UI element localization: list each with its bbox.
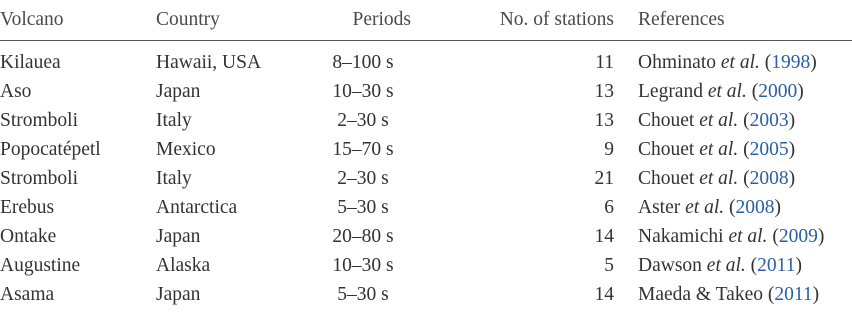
reference-paren-open: ( xyxy=(746,81,759,102)
cell-stations: 21 xyxy=(594,168,614,189)
cell-stations: 13 xyxy=(594,81,614,102)
cell-country: Japan xyxy=(156,284,201,305)
cell-country: Japan xyxy=(156,81,201,102)
reference-author: Chouet xyxy=(638,168,695,189)
cell-periods xyxy=(311,135,411,164)
reference-etal: et al. xyxy=(680,197,725,218)
cell-periods xyxy=(311,193,411,222)
header-references: References xyxy=(614,0,852,41)
reference-year-link[interactable]: 2005 xyxy=(749,139,789,160)
cell-volcano: Ontake xyxy=(0,226,57,247)
reference-etal: et al. xyxy=(723,226,768,247)
header-stations: No. of stations xyxy=(411,0,614,41)
cell-country: Italy xyxy=(156,110,192,131)
cell-stations: 14 xyxy=(594,284,614,305)
cell-stations: 5 xyxy=(604,255,614,276)
reference-paren-close: ) xyxy=(810,52,817,73)
reference-paren-open: ( xyxy=(767,226,779,247)
table-row xyxy=(0,77,852,106)
periods-value: 5–30 s xyxy=(337,197,389,218)
reference-year-link[interactable]: 2009 xyxy=(778,226,818,247)
cell-volcano: Stromboli xyxy=(0,110,79,131)
reference-year-link[interactable]: 2011 xyxy=(757,255,796,276)
cell-volcano: Asama xyxy=(0,284,55,305)
reference-year-link[interactable]: 2008 xyxy=(749,168,789,189)
cell-volcano: Popocatépetl xyxy=(0,139,101,160)
cell-reference xyxy=(614,193,852,222)
cell-reference xyxy=(614,222,852,251)
reference-etal: et al. xyxy=(701,255,746,276)
cell-periods xyxy=(311,106,411,135)
reference-year-link[interactable]: 2008 xyxy=(735,197,775,218)
cell-volcano: Stromboli xyxy=(0,168,79,189)
cell-country: Japan xyxy=(156,226,201,247)
table-row xyxy=(0,222,852,251)
periods-value: 2–30 s xyxy=(337,110,389,131)
table-row xyxy=(0,193,852,222)
reference-author: Dawson xyxy=(638,255,702,276)
cell-volcano: Augustine xyxy=(0,255,81,276)
reference-paren-open: ( xyxy=(738,110,750,131)
periods-value: 2–30 s xyxy=(337,168,389,189)
reference-author: Aster xyxy=(638,197,681,218)
reference-paren-open: ( xyxy=(738,168,750,189)
reference-paren-close: ) xyxy=(788,168,796,189)
header-volcano: Volcano xyxy=(0,0,156,41)
reference-author: Maeda & Takeo xyxy=(638,284,763,305)
table-row xyxy=(0,106,852,135)
cell-stations: 6 xyxy=(604,197,614,218)
reference-paren-close: ) xyxy=(817,226,825,247)
table-row xyxy=(0,135,852,164)
header-country: Country xyxy=(156,0,311,41)
cell-stations: 13 xyxy=(594,110,614,131)
header-row xyxy=(0,0,852,41)
periods-value: 10–30 s xyxy=(332,255,394,276)
reference-paren-close: ) xyxy=(812,284,820,305)
reference-etal: et al. xyxy=(716,52,760,73)
reference-paren-close: ) xyxy=(795,255,802,276)
cell-reference xyxy=(614,77,852,106)
reference-etal: et al. xyxy=(694,139,739,160)
header-periods: Periods xyxy=(311,0,411,41)
cell-country: Alaska xyxy=(156,255,211,276)
table-row xyxy=(0,164,852,193)
cell-reference xyxy=(614,41,852,78)
reference-paren-close: ) xyxy=(788,139,796,160)
cell-reference xyxy=(614,135,852,164)
reference-author: Ohminato xyxy=(638,52,716,73)
reference-paren-open: ( xyxy=(738,139,750,160)
reference-paren-open: ( xyxy=(745,255,758,276)
cell-volcano: Kilauea xyxy=(0,52,61,73)
reference-year-link[interactable]: 2000 xyxy=(758,81,798,102)
reference-paren-open: ( xyxy=(724,197,736,218)
reference-etal: et al. xyxy=(694,168,739,189)
cell-reference xyxy=(614,251,852,280)
periods-value: 20–80 s xyxy=(332,226,394,247)
reference-author: Nakamichi xyxy=(638,226,724,247)
table-row xyxy=(0,280,852,309)
reference-author: Chouet xyxy=(638,139,695,160)
reference-paren-close: ) xyxy=(788,110,796,131)
cell-periods xyxy=(311,280,411,309)
reference-year-link[interactable]: 1998 xyxy=(771,52,811,73)
reference-paren-close: ) xyxy=(797,81,804,102)
periods-value: 8–100 s xyxy=(332,52,394,73)
reference-paren-open: ( xyxy=(759,52,772,73)
cell-country: Hawaii, USA xyxy=(156,52,262,73)
reference-year-link[interactable]: 2011 xyxy=(774,284,813,305)
cell-reference xyxy=(614,106,852,135)
cell-reference xyxy=(614,164,852,193)
cell-stations: 14 xyxy=(594,226,614,247)
cell-stations: 9 xyxy=(604,139,614,160)
cell-country: Mexico xyxy=(156,139,216,160)
periods-value: 15–70 s xyxy=(332,139,394,160)
cell-periods xyxy=(311,222,411,251)
cell-reference xyxy=(614,280,852,309)
reference-etal: et al. xyxy=(702,81,747,102)
table-header xyxy=(0,0,852,41)
periods-value: 5–30 s xyxy=(337,284,389,305)
reference-paren-close: ) xyxy=(774,197,781,218)
cell-country: Antarctica xyxy=(156,197,238,218)
reference-author: Chouet xyxy=(638,110,695,131)
reference-year-link[interactable]: 2003 xyxy=(749,110,789,131)
cell-periods xyxy=(311,41,411,78)
table-row xyxy=(0,251,852,280)
table-row xyxy=(0,41,852,78)
cell-periods xyxy=(311,251,411,280)
cell-stations: 11 xyxy=(595,52,614,73)
table-body xyxy=(0,41,852,310)
cell-volcano: Erebus xyxy=(0,197,55,218)
periods-value: 10–30 s xyxy=(332,81,394,102)
cell-periods xyxy=(311,164,411,193)
cell-country: Italy xyxy=(156,168,192,189)
reference-author: Legrand xyxy=(638,81,703,102)
cell-volcano: Aso xyxy=(0,81,32,102)
reference-paren-open: ( xyxy=(762,284,775,305)
reference-etal: et al. xyxy=(694,110,739,131)
cell-periods xyxy=(311,77,411,106)
